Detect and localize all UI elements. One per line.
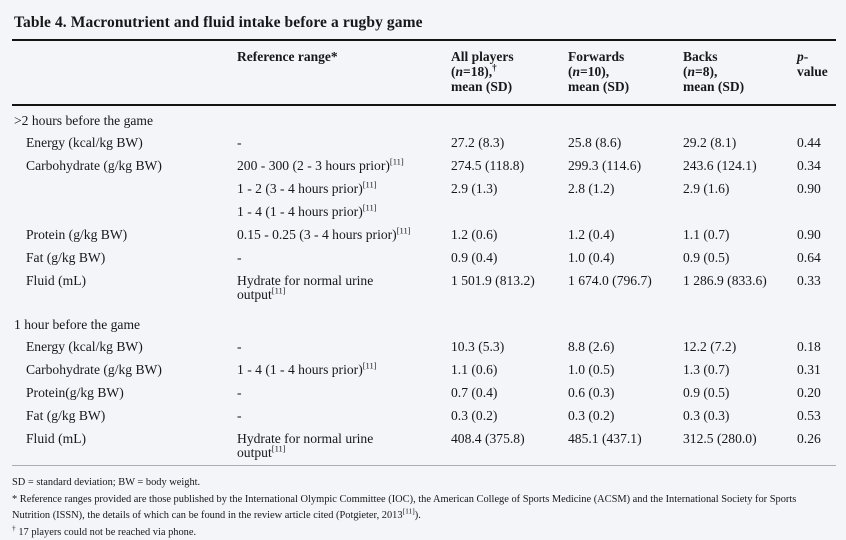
reference-cell: 1 - 4 (1 - 4 hours prior)[11]	[237, 202, 377, 219]
table-body	[12, 105, 836, 466]
forwards-cell: 1.0 (0.5)	[568, 362, 615, 377]
dagger-symbol: †	[492, 62, 497, 73]
table-row	[12, 270, 836, 307]
header-all-players	[451, 41, 568, 105]
header-forwards-line3: mean (SD)	[568, 79, 630, 94]
all-players-cell: 1.2 (0.6)	[451, 227, 498, 242]
p-value-cell: 0.26	[797, 431, 821, 446]
header-forwards-line1: Forwards	[568, 49, 625, 64]
n-italic: n	[687, 64, 696, 79]
backs-cell: 1.3 (0.7)	[683, 362, 730, 377]
p-value-cell: 0.90	[797, 181, 821, 196]
citation: [11]	[271, 285, 286, 296]
table-row	[12, 428, 836, 466]
backs-cell	[683, 201, 797, 224]
all-players-cell: 408.4 (375.8)	[451, 431, 525, 446]
p-value-cell: 0.34	[797, 158, 821, 173]
backs-cell: 1.1 (0.7)	[683, 227, 730, 242]
p-value-cell: 0.53	[797, 408, 821, 423]
backs-cell: 0.9 (0.5)	[683, 385, 730, 400]
reference-cell: -	[237, 339, 242, 354]
forwards-cell: 0.6 (0.3)	[568, 385, 615, 400]
macronutrient-table	[12, 41, 836, 466]
row-label	[12, 201, 237, 224]
table-row	[12, 224, 836, 247]
forwards-cell: 485.1 (437.1)	[568, 431, 642, 446]
backs-cell: 0.3 (0.3)	[683, 408, 730, 423]
row-label: Fat (g/kg BW)	[26, 408, 106, 423]
all-players-cell: 2.9 (1.3)	[451, 181, 498, 196]
header-backs-line1: Backs	[683, 49, 718, 64]
forwards-cell	[568, 201, 683, 224]
row-label: Fat (g/kg BW)	[26, 250, 106, 265]
all-players-cell	[451, 201, 568, 224]
p-value-cell: 0.18	[797, 339, 821, 354]
citation: [11]	[362, 202, 377, 213]
header-backs-line2: (n=8),	[683, 64, 718, 79]
all-players-cell: 274.5 (118.8)	[451, 158, 525, 173]
table-row	[12, 132, 836, 155]
row-label: Energy (kcal/kg BW)	[26, 135, 143, 150]
footnote-abbreviations: SD = standard deviation; BW = body weight.	[12, 477, 201, 488]
citation: [11]	[389, 156, 404, 167]
header-reference-range: Reference range*	[237, 41, 451, 105]
citation: [11]	[402, 506, 415, 516]
all-players-cell: 0.9 (0.4)	[451, 250, 498, 265]
n-italic: n	[572, 64, 581, 79]
reference-line2: output[11]	[237, 285, 286, 302]
reference-line2: output[11]	[237, 443, 286, 460]
table-row	[12, 336, 836, 359]
row-label	[12, 178, 237, 201]
header-p-value: p-value	[797, 41, 836, 105]
reference-cell: -	[237, 135, 242, 150]
backs-cell: 0.9 (0.5)	[683, 250, 730, 265]
forwards-cell: 25.8 (8.6)	[568, 135, 622, 150]
backs-cell: 312.5 (280.0)	[683, 431, 757, 446]
reference-cell: 0.15 - 0.25 (3 - 4 hours prior)[11]	[237, 225, 411, 242]
dagger-symbol: †	[12, 523, 16, 533]
footnote-dagger: † 17 players could not be reached via phone.	[12, 523, 197, 538]
reference-cell: 200 - 300 (2 - 3 hours prior)[11]	[237, 156, 404, 173]
header-forwards-line2: (n=10),	[568, 64, 610, 79]
row-label: Fluid (mL)	[26, 431, 87, 446]
table-row	[12, 359, 836, 382]
p-value-cell: 0.31	[797, 362, 821, 377]
all-players-cell: 0.7 (0.4)	[451, 385, 498, 400]
header-backs	[683, 41, 797, 105]
table-row	[12, 405, 836, 428]
row-label: Carbohydrate (g/kg BW)	[26, 158, 162, 173]
row-label: Energy (kcal/kg BW)	[26, 339, 143, 354]
reference-cell: -	[237, 250, 242, 265]
citation: [11]	[362, 179, 377, 190]
table-row	[12, 155, 836, 178]
p-value-cell: 0.44	[797, 135, 821, 150]
footnote-reference-ranges: * Reference ranges provided are those published by the International Olympic Committee (IOC), the American College of Sports Medicine (ACSM) and the International Society for Sports Nutrition (ISSN), the details of which can be found in the review article cited (Potgieter, 2013[11]).	[12, 493, 797, 521]
p-value-cell: 0.64	[797, 250, 821, 265]
reference-cell: Hydrate for normal urine output[11]	[237, 428, 451, 466]
forwards-cell: 299.3 (114.6)	[568, 158, 642, 173]
header-all-players-line1: All players	[451, 49, 514, 64]
section-title: >2 hours before the game	[14, 113, 154, 128]
p-value-cell: 0.33	[797, 273, 821, 288]
reference-cell: 1 - 4 (1 - 4 hours prior)[11]	[237, 360, 377, 377]
all-players-cell: 1.1 (0.6)	[451, 362, 498, 377]
header-all-players-line3: mean (SD)	[451, 79, 513, 94]
table-row	[12, 178, 836, 201]
row-label: Protein (g/kg BW)	[26, 227, 128, 242]
backs-cell: 12.2 (7.2)	[683, 339, 737, 354]
row-label: Protein(g/kg BW)	[26, 385, 124, 400]
section-header-row	[12, 307, 836, 336]
reference-cell: Hydrate for normal urine output[11]	[237, 270, 451, 307]
backs-cell: 1 286.9 (833.6)	[683, 273, 767, 288]
all-players-cell: 27.2 (8.3)	[451, 135, 505, 150]
forwards-cell: 1 674.0 (796.7)	[568, 273, 652, 288]
citation: [11]	[271, 443, 286, 454]
header-empty	[12, 41, 237, 105]
p-value-cell: 0.90	[797, 227, 821, 242]
backs-cell: 2.9 (1.6)	[683, 181, 730, 196]
header-backs-line3: mean (SD)	[683, 79, 745, 94]
backs-cell: 243.6 (124.1)	[683, 158, 757, 173]
table-row	[12, 247, 836, 270]
table-title: Table 4. Macronutrient and fluid intake before a rugby game	[12, 8, 836, 41]
footnotes	[12, 475, 836, 540]
reference-cell: -	[237, 385, 242, 400]
forwards-cell: 2.8 (1.2)	[568, 181, 615, 196]
reference-cell: -	[237, 408, 242, 423]
p-italic: p	[797, 49, 804, 64]
p-value-cell: 0.20	[797, 385, 821, 400]
all-players-cell: 0.3 (0.2)	[451, 408, 498, 423]
table-row	[12, 382, 836, 405]
header-all-players-line2: (n=18),†	[451, 62, 497, 79]
n-italic: n	[455, 64, 464, 79]
header-forwards	[568, 41, 683, 105]
forwards-cell: 1.0 (0.4)	[568, 250, 615, 265]
section-header-row	[12, 105, 836, 132]
forwards-cell: 8.8 (2.6)	[568, 339, 615, 354]
citation: [11]	[396, 225, 411, 236]
row-label: Carbohydrate (g/kg BW)	[26, 362, 162, 377]
backs-cell: 29.2 (8.1)	[683, 135, 737, 150]
forwards-cell: 1.2 (0.4)	[568, 227, 615, 242]
table-row	[12, 201, 836, 224]
header-row	[12, 41, 836, 105]
table-header	[12, 41, 836, 105]
all-players-cell: 1 501.9 (813.2)	[451, 273, 535, 288]
section-title: 1 hour before the game	[14, 317, 141, 332]
p-value-cell	[797, 201, 836, 224]
row-label: Fluid (mL)	[26, 273, 87, 288]
citation: [11]	[362, 360, 377, 371]
forwards-cell: 0.3 (0.2)	[568, 408, 615, 423]
reference-cell: 1 - 2 (3 - 4 hours prior)[11]	[237, 179, 377, 196]
all-players-cell: 10.3 (5.3)	[451, 339, 505, 354]
